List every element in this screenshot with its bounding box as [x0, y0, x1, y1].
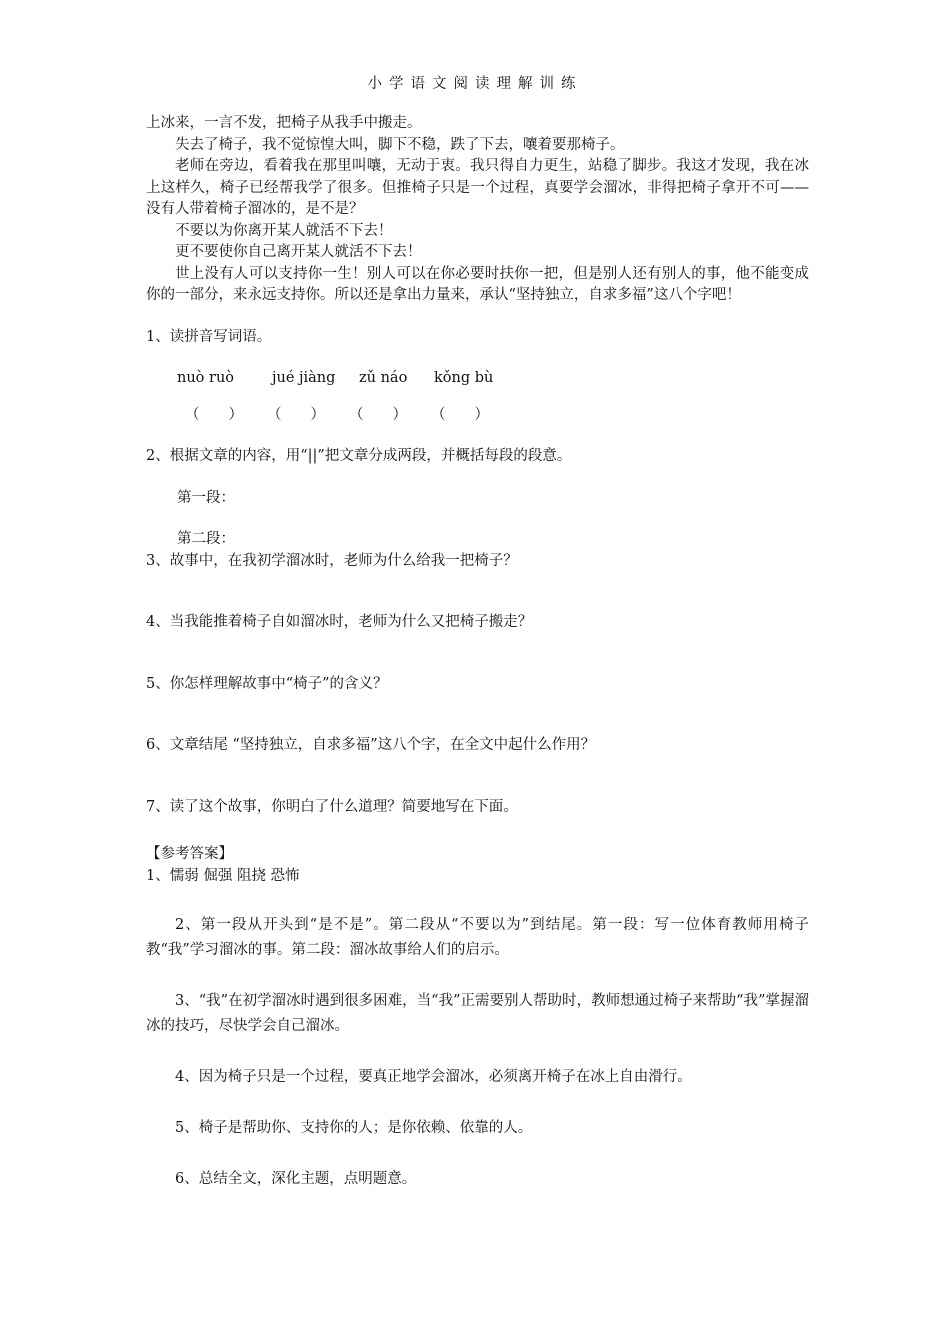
pinyin-item: zǔ náo — [359, 370, 408, 386]
page-header: 小学语文阅读理解训练 — [367, 76, 583, 92]
answer-blanks-row — [146, 405, 809, 427]
answer-blank: （ ） — [349, 406, 407, 423]
answer-3: 3、“我”在初学溜冰时遇到很多困难，当“我”正需要别人帮助时，教师想通过椅子来帮助“我”掌握溜冰的技巧，尽快学会自己溜冰。 — [146, 993, 809, 1034]
document-body — [146, 113, 809, 1192]
answer-2: 2、第一段从开头到“是不是”。第二段从“不要以为”到结尾。第一段：写一位体育教师用椅子教“我”学习溜冰的事。第二段：溜冰故事给人们的启示。 — [146, 917, 809, 958]
question-5: 5、你怎样理解故事中“椅子”的含义？ — [146, 675, 388, 692]
answer-4: 4、因为椅子只是一个过程，要真正地学会溜冰，必须离开椅子在冰上自由滑行。 — [175, 1069, 692, 1085]
question-4: 4、当我能推着椅子自如溜冰时，老师为什么又把椅子搬走？ — [146, 614, 533, 630]
answers-heading: 【参考答案】 — [146, 846, 233, 862]
question-1: 1、读拼音写词语。 — [146, 328, 272, 345]
question-2: 2、根据文章的内容，用“||”把文章分成两段，并概括每段的段意。 — [146, 448, 572, 464]
passage-paragraph-1: 上冰来，一言不发，把椅子从我手中搬走。 — [146, 115, 422, 131]
question-2-part-1: 第一段： — [177, 489, 235, 506]
passage-paragraph-6: 世上没有人可以支持你一生！别人可以在你必要时扶你一把，但是别人还有别人的事，他不能变成你的一部分，来永远支持你。所以还是拿出力量来，承认“坚持独立，自求多福”这八个字吧！ — [146, 265, 809, 303]
question-7: 7、读了这个故事，你明白了什么道理？简要地写在下面。 — [146, 798, 518, 815]
answer-6: 6、总结全文，深化主题，点明题意。 — [175, 1171, 417, 1187]
answer-blank: （ ） — [185, 406, 243, 423]
pinyin-item: nuò ruò — [177, 370, 235, 386]
answer-blank: （ ） — [267, 406, 325, 423]
question-6: 6、文章结尾 “坚持独立，自求多福”这八个字，在全文中起什么作用？ — [146, 737, 596, 753]
pinyin-row — [146, 368, 809, 390]
answer-blank: （ ） — [431, 406, 489, 423]
pinyin-item: kǒng bù — [434, 370, 494, 386]
answer-1: 1、懦弱 倔强 阻挠 恐怖 — [146, 867, 300, 884]
passage-paragraph-5: 更不要使你自己离开某人就活不下去！ — [175, 244, 422, 260]
pinyin-item: jué jiàng — [272, 370, 336, 386]
question-3: 3、故事中，在我初学溜冰时，老师为什么给我一把椅子？ — [146, 552, 518, 569]
answer-5: 5、椅子是帮助你、支持你的人；是你依赖、依靠的人。 — [175, 1120, 533, 1136]
passage-paragraph-4: 不要以为你离开某人就活不下去！ — [175, 222, 393, 239]
passage-paragraph-3: 老师在旁边，看着我在那里叫嚷，无动于衷。我只得自力更生，站稳了脚步。我这才发现，我在冰上这样久，椅子已经帮我学了很多。但推椅子只是一个过程，真要学会溜冰，非得把椅子拿开不可——没有人带着椅子溜冰的，是不是？ — [146, 158, 809, 217]
passage-paragraph-2: 失去了椅子，我不觉惊惶大叫，脚下不稳，跌了下去，嚷着要那椅子。 — [175, 136, 625, 153]
question-2-part-2: 第二段： — [177, 531, 235, 547]
